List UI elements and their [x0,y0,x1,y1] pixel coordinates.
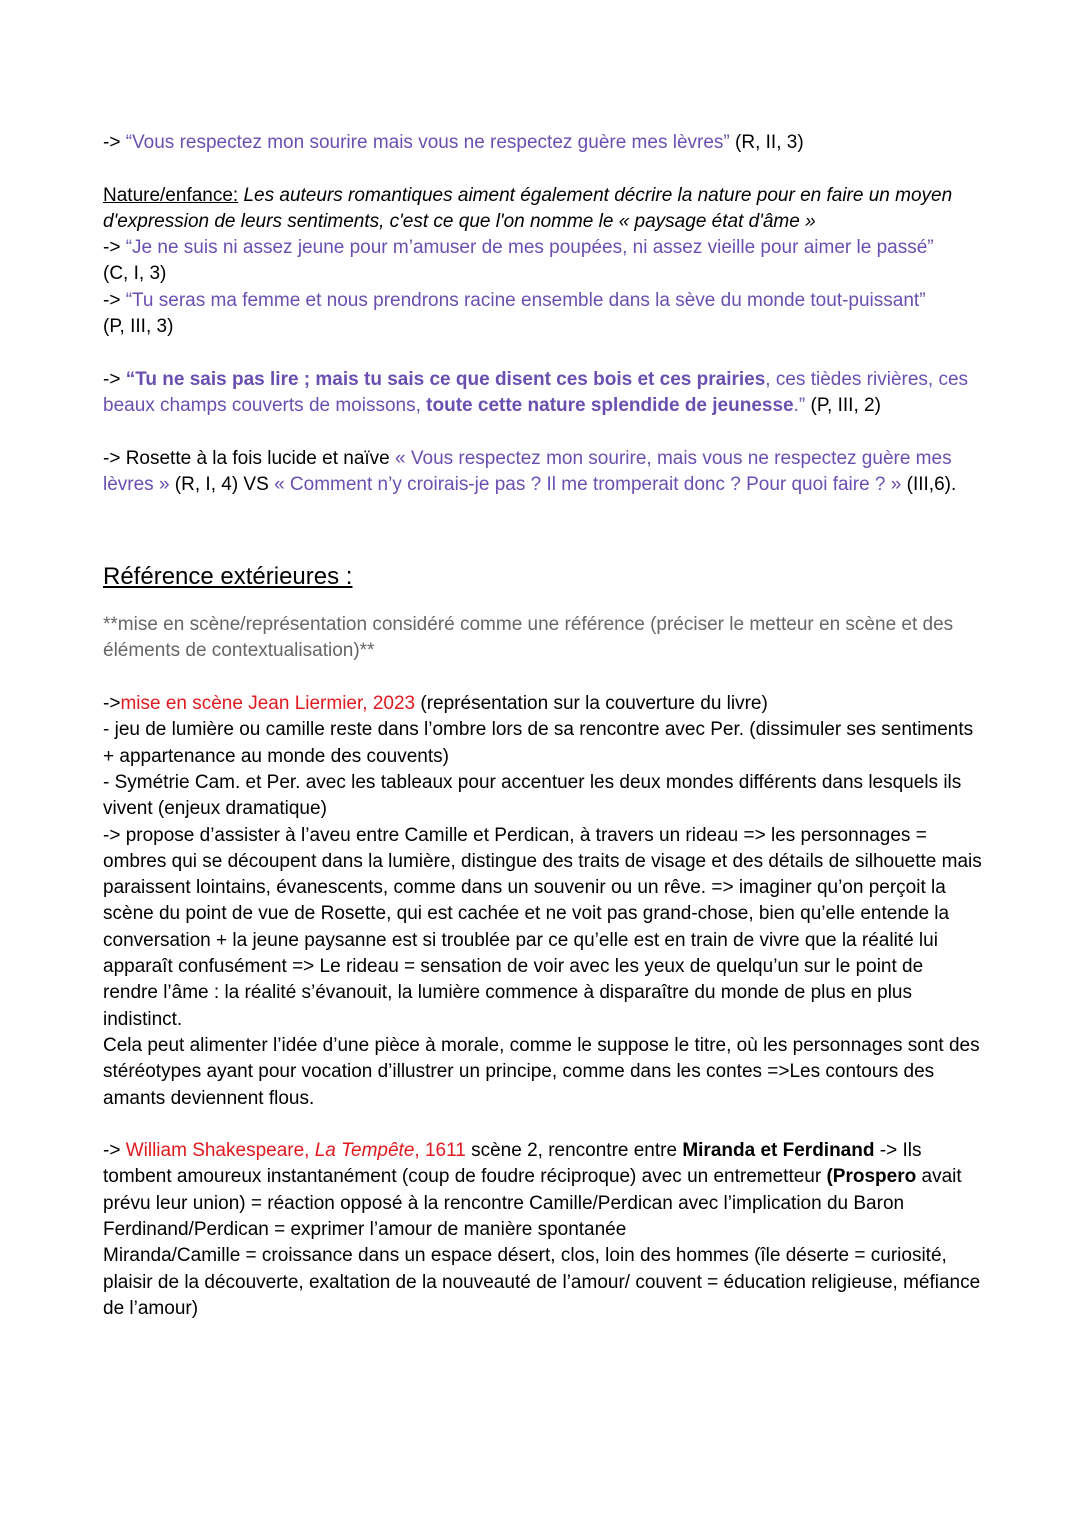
reference-note: (représentation sur la couverture du livre) [415,693,768,715]
arrow: -> [103,1140,126,1162]
quote-text: « Vous respectez mon sourire, mais vous ne respectez guère mes lèvres » [103,447,952,495]
quote-text: “Je ne suis ni assez jeune pour m’amuser de mes poupées, ni assez vieille pour aimer le passé” [125,237,934,259]
reference-year: , 1611 [414,1140,466,1162]
reference-line: - jeu de lumière ou camille reste dans l’ombre lors de sa rencontre avec Per. (dissimuler ses sentiments + appartenance au monde des couvents) [103,719,974,767]
nature-paragraph [103,183,983,236]
quote-line [103,130,983,156]
reference-work: La Tempête [314,1140,415,1162]
reference-text: avait prévu leur union) = réaction opposé à la rencontre Camille/Perdican avec l’implication du Baron [103,1166,962,1214]
reference-shakespeare [103,1138,983,1217]
reference-bold: Miranda et Ferdinand [682,1140,875,1162]
arrow: -> [103,132,126,153]
reference-bold: (Prospero [826,1166,917,1188]
arrow: -> [103,693,121,715]
section-heading: Référence extérieures : [103,563,353,591]
quote-reference: (P, III, 2) [805,394,881,416]
arrow: -> [103,237,126,259]
arrow: -> [103,368,126,390]
quote-reference: (R, II, 3) [729,132,804,153]
reference-line: -> propose d’assister à l’aveu entre Camille et Perdican, à travers un rideau => les personnages = ombres qui se découpent dans la lumière, distingue des traits de visage et des détails de silhouette mais paraissent lointains, évanescents, comme dans un souvenir ou un rêve. => imaginer qu’on perçoit la scène du point de vue de Rosette, qui est cachée et ne voit pas grand-chose, bien qu’elle entende la conversation + la jeune paysanne est si troublée par ce qu’elle est en train de vivre que la réalité lui apparaît confusément => Le rideau = sensation de voir avec les yeux de quelqu’un sur le point de rendre l’âme : la réalité s’évanouit, la lumière commence à disparaître du monde de plus en plus indistinct. [103,824,982,1030]
quote-line [103,288,983,341]
arrow: -> [103,289,126,311]
quote-text: .” [793,394,806,416]
quote-reference: (P, III, 3) [103,316,174,338]
note-text: **mise en scène/représentation considéré comme une référence (préciser le metteur en scène et des éléments de contextualisation)** [103,614,954,662]
document-page [103,130,983,1322]
quote-text: “Tu seras ma femme et nous prendrons racine ensemble dans la sève du monde tout-puissant” [125,289,926,311]
reference-liermier [103,691,983,717]
reference-text: -> Ils tombent amoureux instantanément (coup de foudre réciproque) avec un entremetteur [103,1140,922,1188]
quote-bold: “Tu ne sais pas lire ; mais tu sais ce que disent ces bois et ces prairies [125,368,766,390]
intro-text: Rosette à la fois lucide et naïve [125,447,396,469]
quote-reference: (R, I, 4) VS [169,473,275,495]
reference-title: mise en scène Jean Liermier, 2023 [120,693,416,715]
nature-description: Les auteurs romantiques aiment également décrire la nature pour en faire un moyen d'expression de leurs sentiments, c'est ce que l'on nomme le « paysage état d'âme » [103,184,953,232]
arrow: -> [103,447,126,469]
quote-reference: (C, I, 3) [103,263,167,285]
quote-line [103,367,983,420]
reference-author: William Shakespeare, [125,1140,315,1162]
reference-line: - Symétrie Cam. et Per. avec les tableaux pour accentuer les deux mondes différents dans lesquels ils vivent (enjeux dramatique) [103,771,962,820]
quote-text: “Vous respectez mon sourire mais vous ne respectez guère mes lèvres” [125,132,730,153]
reference-line: Cela peut alimenter l’idée d’une pièce à morale, comme le suppose le titre, où les personnages sont des stéréotypes ayant pour vocation d’illustrer un principe, comme dans les contes =>Les contours des amants deviennent flous. [103,1034,980,1109]
reference-line: Ferdinand/Perdican = exprimer l’amour de manière spontanée [103,1218,627,1240]
quote-bold: toute cette nature splendide de jeunesse [426,394,794,416]
quote-text: , ces tièdes rivières, ces beaux champs couverts de moissons, [103,368,969,416]
rosette-line [103,446,983,499]
nature-label: Nature/enfance: [103,184,239,206]
quote-line [103,235,983,288]
quote-reference: (III,6). [901,473,957,495]
reference-text: scène 2, rencontre entre [465,1140,683,1162]
reference-line: Miranda/Camille = croissance dans un espace désert, clos, loin des hommes (île déserte = curiosité, plaisir de la découverte, exaltation de la nouveauté de l’amour/ couvent = éducation religieuse, méfiance de l’amour) [103,1245,981,1319]
quote-text: « Comment n’y croirais-je pas ? Il me tromperait donc ? Pour quoi faire ? » [274,473,902,495]
